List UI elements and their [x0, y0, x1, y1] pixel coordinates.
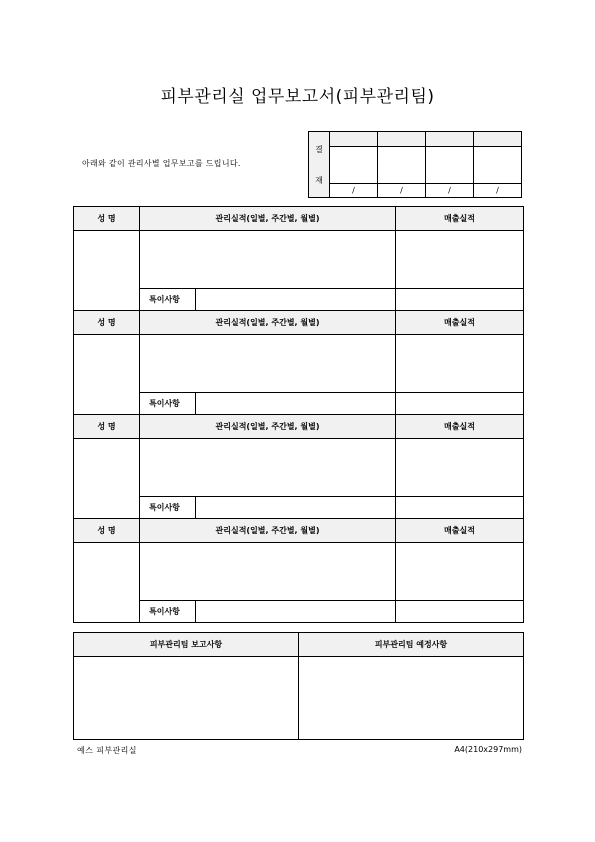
sales-cell[interactable] [396, 335, 524, 393]
note-cell[interactable] [196, 289, 396, 311]
approval-date-cell[interactable]: / [474, 184, 522, 198]
sales-header: 매출실적 [396, 519, 524, 543]
report-header-row [74, 311, 524, 335]
note-sales-cell[interactable] [396, 601, 524, 623]
note-cell[interactable] [196, 393, 396, 415]
approval-signature-cell[interactable] [474, 147, 522, 184]
note-label: 특이사항 [140, 393, 196, 415]
sales-header: 매출실적 [396, 207, 524, 231]
note-cell[interactable] [196, 601, 396, 623]
performance-header: 관리실적(일별, 주간별, 월별) [140, 311, 396, 335]
approval-box [308, 131, 522, 198]
performance-cell[interactable] [140, 335, 396, 393]
approval-date-cell[interactable]: / [378, 184, 426, 198]
performance-cell[interactable] [140, 543, 396, 601]
approval-signature-cell[interactable] [378, 147, 426, 184]
approval-role-cell [330, 132, 378, 147]
approval-date-cell[interactable]: / [426, 184, 474, 198]
approval-role-cell [474, 132, 522, 147]
team-report-cell[interactable] [74, 657, 299, 740]
approval-date-cell[interactable]: / [330, 184, 378, 198]
sales-cell[interactable] [396, 439, 524, 497]
footer-paper-size: A4(210x297mm) [454, 745, 522, 754]
performance-header: 관리실적(일별, 주간별, 월별) [140, 207, 396, 231]
sales-cell[interactable] [396, 231, 524, 289]
approval-signature-cell[interactable] [426, 147, 474, 184]
note-label: 특이사항 [140, 601, 196, 623]
name-header: 성 명 [74, 519, 140, 543]
note-sales-cell[interactable] [396, 393, 524, 415]
name-cell[interactable] [74, 543, 140, 623]
performance-header: 관리실적(일별, 주간별, 월별) [140, 519, 396, 543]
sales-header: 매출실적 [396, 415, 524, 439]
report-header-row [74, 519, 524, 543]
name-cell[interactable] [74, 231, 140, 311]
note-cell[interactable] [196, 497, 396, 519]
note-sales-cell[interactable] [396, 497, 524, 519]
performance-header: 관리실적(일별, 주간별, 월별) [140, 415, 396, 439]
note-sales-cell[interactable] [396, 289, 524, 311]
footer-company: 예스 피부관리실 [77, 746, 137, 755]
approval-label-bottom: 재 [315, 175, 323, 185]
sales-header: 매출실적 [396, 311, 524, 335]
approval-label [309, 132, 330, 198]
approval-label-top: 결 [315, 144, 323, 154]
approval-role-cell [378, 132, 426, 147]
name-header: 성 명 [74, 207, 140, 231]
name-cell[interactable] [74, 335, 140, 415]
team-plan-header: 피부관리팀 예정사항 [299, 633, 524, 657]
note-label: 특이사항 [140, 497, 196, 519]
team-plan-cell[interactable] [299, 657, 524, 740]
performance-cell[interactable] [140, 231, 396, 289]
note-label: 특이사항 [140, 289, 196, 311]
name-header: 성 명 [74, 415, 140, 439]
report-header-row [74, 207, 524, 231]
performance-cell[interactable] [140, 439, 396, 497]
sales-cell[interactable] [396, 543, 524, 601]
name-header: 성 명 [74, 311, 140, 335]
team-report-header: 피부관리팀 보고사항 [74, 633, 299, 657]
approval-role-cell [426, 132, 474, 147]
report-header-row [74, 415, 524, 439]
intro-text: 아래와 같이 관리사별 업무보고를 드립니다. [82, 159, 241, 168]
page-title: 피부관리실 업무보고서(피부관리팀) [160, 87, 435, 107]
name-cell[interactable] [74, 439, 140, 519]
approval-signature-cell[interactable] [330, 147, 378, 184]
report-table [73, 206, 524, 623]
team-summary-table [73, 632, 524, 740]
